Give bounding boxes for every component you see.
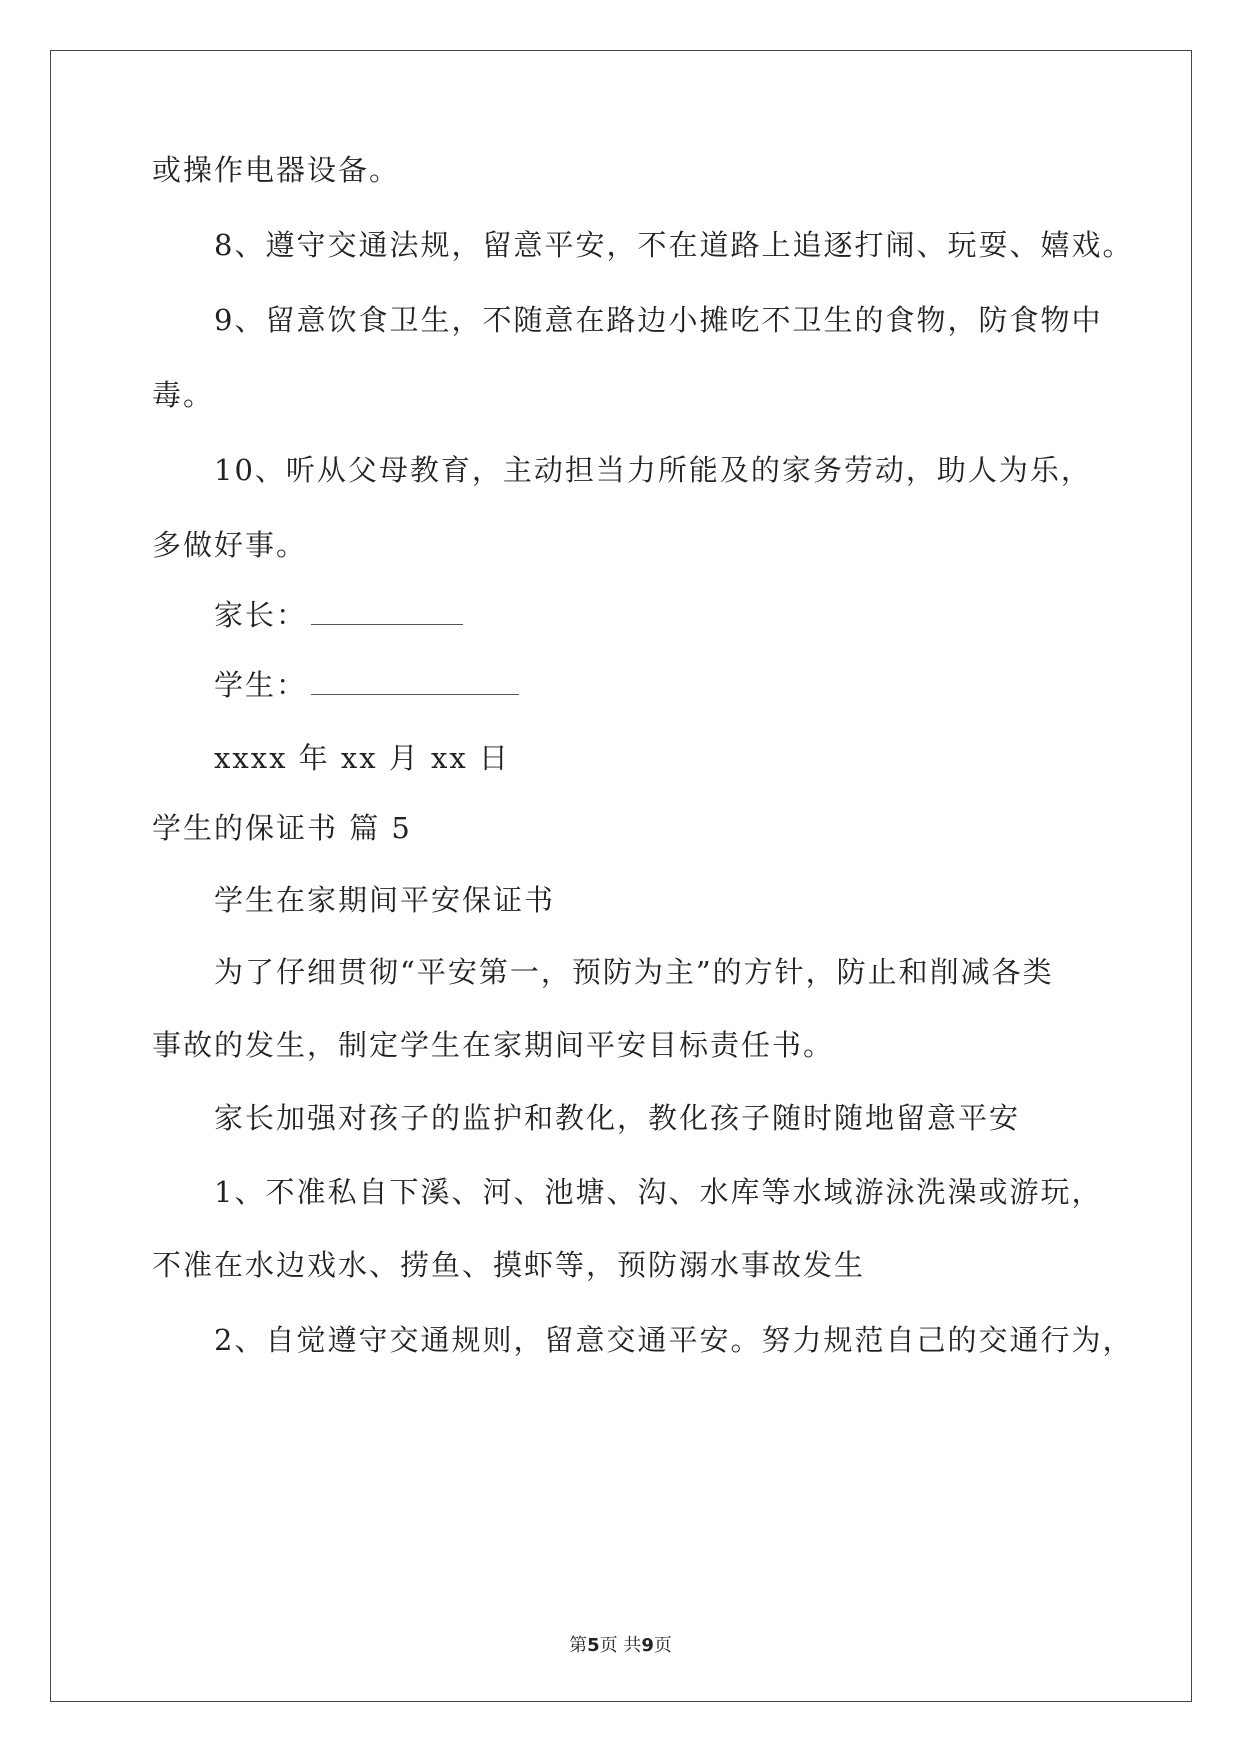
text-line: 毒。 xyxy=(152,378,215,412)
date-line: xxxx 年 xx 月 xx 日 xyxy=(214,741,510,775)
student-signature-blank xyxy=(311,668,519,695)
text-line: 8、遵守交通法规，留意平安，不在道路上追逐打闹、玩耍、嬉戏。 xyxy=(214,228,1134,262)
footer-middle: 页 共 xyxy=(599,1635,642,1656)
parent-signature-line xyxy=(214,595,463,635)
footer-total-pages: 9 xyxy=(641,1635,654,1656)
page-footer xyxy=(0,1634,1241,1658)
text-line: 9、留意饮食卫生，不随意在路边小摊吃不卫生的食物，防食物中 xyxy=(214,303,1103,337)
text-line: 2、自觉遵守交通规则，留意交通平安。努力规范自己的交通行为， xyxy=(214,1323,1134,1357)
text-line: 家长加强对孩子的监护和教化，教化孩子随时随地留意平安 xyxy=(214,1101,1021,1135)
footer-page-number: 5 xyxy=(587,1635,600,1656)
page-border xyxy=(50,50,1192,1702)
parent-label: 家长： xyxy=(214,598,308,632)
document-subtitle: 学生在家期间平安保证书 xyxy=(214,883,556,917)
student-label: 学生： xyxy=(214,668,308,702)
footer-suffix: 页 xyxy=(653,1635,672,1656)
text-line: 或操作电器设备。 xyxy=(152,153,401,187)
text-line: 10、听从父母教育，主动担当力所能及的家务劳动，助人为乐， xyxy=(214,453,1092,487)
text-line: 多做好事。 xyxy=(152,528,308,562)
text-line: 事故的发生，制定学生在家期间平安目标责任书。 xyxy=(152,1028,835,1062)
student-signature-line xyxy=(214,665,519,705)
section-title: 学生的保证书 篇 5 xyxy=(152,811,412,845)
text-line: 1、不准私自下溪、河、池塘、沟、水库等水域游泳洗澡或游玩， xyxy=(214,1175,1103,1209)
text-line: 不准在水边戏水、捞鱼、摸虾等，预防溺水事故发生 xyxy=(152,1248,866,1282)
text-line: 为了仔细贯彻“平安第一，预防为主”的方针，防止和削减各类 xyxy=(214,955,1054,989)
parent-signature-blank xyxy=(311,598,463,625)
footer-prefix: 第 xyxy=(569,1635,588,1656)
